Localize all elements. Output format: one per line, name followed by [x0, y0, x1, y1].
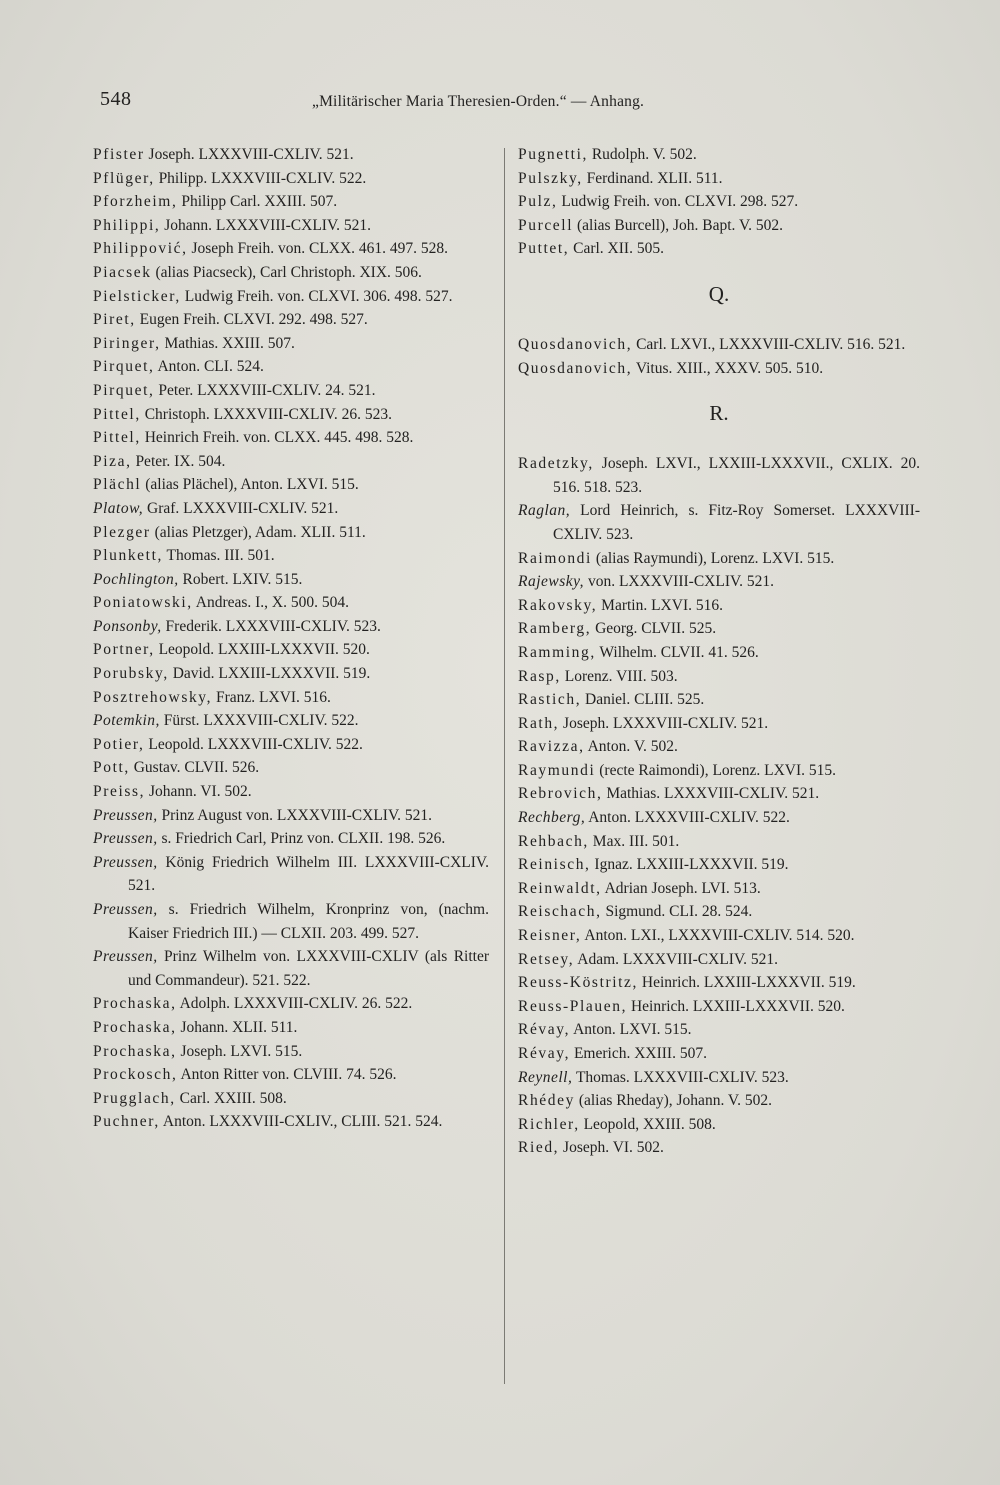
index-entry: Reisner, Anton. LXI., LXXXVIII-CXLIV. 514. 520.	[518, 927, 855, 945]
index-entry: Rakovsky, Martin. LXVI. 516.	[518, 596, 723, 614]
index-entry: Portner, Leopold. LXXIII-LXXXVII. 520.	[93, 641, 370, 659]
index-entry: Rastich, Daniel. CLIII. 525.	[518, 691, 705, 709]
index-entry: Preiss, Johann. VI. 502.	[93, 783, 252, 801]
index-entry: Piringer, Mathias. XXIII. 507.	[93, 334, 295, 352]
index-entry: Rath, Joseph. LXXXVIII-CXLIV. 521.	[518, 714, 769, 732]
index-entry: Preussen, s. Friedrich Wilhelm, Kronprinz von, (nachm. Kaiser Friedrich III.) — CLXII. 203. 499. 527.	[93, 901, 489, 942]
index-entry: Puttet, Carl. XII. 505.	[518, 240, 664, 258]
index-entry: Pittel, Christoph. LXXXVIII-CXLIV. 26. 523.	[93, 405, 392, 423]
index-entry: Plezger (alias Pletzger), Adam. XLII. 511.	[93, 523, 366, 541]
index-entry: Plächl (alias Plächel), Anton. LXVI. 515.	[93, 476, 359, 494]
index-entry: Pugnetti, Rudolph. V. 502.	[518, 146, 697, 163]
index-entry: Prockosch, Anton Ritter von. CLVIII. 74. 526.	[93, 1066, 397, 1084]
index-entry: Pielsticker, Ludwig Freih. von. CLXVI. 306. 498. 527.	[93, 287, 453, 305]
index-entry: Quosdanovich, Vitus. XIII., XXXV. 505. 510.	[518, 359, 824, 377]
running-title: „Militärischer Maria Theresien-Orden.“ — Anhang.	[312, 93, 645, 110]
index-entry: Platow, Graf. LXXXVIII-CXLIV. 521.	[93, 499, 339, 517]
index-entry: Pochlington, Robert. LXIV. 515.	[93, 570, 303, 588]
index-entry: Ponsonby, Frederik. LXXXVIII-CXLIV. 523.	[93, 617, 381, 635]
index-entry: Richler, Leopold, XXIII. 508.	[518, 1115, 716, 1133]
index-entry: Ried, Joseph. VI. 502.	[518, 1139, 664, 1157]
index-entry: Preussen, Prinz August von. LXXXVIII-CXLIV. 521.	[93, 806, 433, 824]
index-entry: Plunkett, Thomas. III. 501.	[93, 547, 275, 565]
index-entry: Raglan, Lord Heinrich, s. Fitz-Roy Somerset. LXXXVIII-CXLIV. 523.	[518, 502, 920, 543]
index-entry: Pott, Gustav. CLVII. 526.	[93, 759, 260, 777]
index-entry: Rajewsky, von. LXXXVIII-CXLIV. 521.	[518, 573, 775, 591]
index-entry: Quosdanovich, Carl. LXVI., LXXXVIII-CXLIV. 516. 521.	[518, 335, 906, 353]
index-entry: Pfister Joseph. LXXXVIII-CXLIV. 521.	[93, 146, 354, 163]
index-entry: Pflüger, Philipp. LXXXVIII-CXLIV. 522.	[93, 169, 367, 187]
index-entry: Reynell, Thomas. LXXXVIII-CXLIV. 523.	[518, 1068, 789, 1086]
index-entry: Pulz, Ludwig Freih. von. CLXVI. 298. 527.	[518, 193, 799, 211]
index-entry: Preussen, Prinz Wilhelm von. LXXXVIII-CXLIV (als Ritter und Commandeur). 521. 522.	[93, 948, 489, 989]
index-entry: Reuss-Köstritz, Heinrich. LXXIII-LXXXVII. 519.	[518, 974, 856, 992]
index-entry: Purcell (alias Burcell), Joh. Bapt. V. 502.	[518, 216, 784, 234]
index-entry: Rehbach, Max. III. 501.	[518, 832, 680, 850]
index-entry: Pulszky, Ferdinand. XLII. 511.	[518, 169, 723, 187]
index-entry: Pittel, Heinrich Freih. von. CLXX. 445. 498. 528.	[93, 429, 414, 447]
section-heading-q: Q.	[708, 281, 730, 306]
index-entry: Potier, Leopold. LXXXVIII-CXLIV. 522.	[93, 735, 363, 753]
column-divider	[504, 148, 505, 1384]
index-entry: Philippović, Joseph Freih. von. CLXX. 461. 497. 528.	[93, 240, 449, 258]
index-entry: Raimondi (alias Raymundi), Lorenz. LXVI. 515.	[518, 549, 835, 567]
index-entry: Pirquet, Peter. LXXXVIII-CXLIV. 24. 521.	[93, 381, 376, 399]
index-entry: Radetzky, Joseph. LXVI., LXXIII-LXXXVII., CXLIX. 20. 516. 518. 523.	[518, 455, 920, 496]
index-entry: Preussen, s. Friedrich Carl, Prinz von. CLXII. 198. 526.	[93, 830, 446, 848]
index-entry: Rechberg, Anton. LXXXVIII-CXLIV. 522.	[518, 809, 790, 827]
index-entry: Prochaska, Joseph. LXVI. 515.	[93, 1042, 303, 1060]
index-entry: Révay, Emerich. XXIII. 507.	[518, 1045, 707, 1062]
index-entry: Piret, Eugen Freih. CLXVI. 292. 498. 527.	[93, 311, 368, 329]
index-entry: Ravizza, Anton. V. 502.	[518, 738, 678, 756]
left-column	[93, 143, 489, 1134]
page-header	[100, 88, 900, 118]
index-entry: Piacsek (alias Piacseck), Carl Christoph. XIX. 506.	[93, 263, 422, 281]
index-entry: Piza, Peter. IX. 504.	[93, 452, 226, 470]
right-column	[518, 143, 920, 1160]
index-entry: Raymundi (recte Raimondi), Lorenz. LXVI. 515.	[518, 761, 836, 779]
index-entry: Preussen, König Friedrich Wilhelm III. LXXXVIII-CXLIV. 521.	[93, 853, 489, 895]
index-entry: Porubsky, David. LXXIII-LXXXVII. 519.	[93, 665, 371, 683]
index-entry: Prochaska, Adolph. LXXXVIII-CXLIV. 26. 522.	[93, 995, 413, 1013]
index-entry: Rhédey (alias Rheday), Johann. V. 502.	[518, 1092, 772, 1110]
index-entry: Reischach, Sigmund. CLI. 28. 524.	[518, 903, 753, 921]
index-entry: Reinisch, Ignaz. LXXIII-LXXXVII. 519.	[518, 856, 789, 874]
index-entry: Retsey, Adam. LXXXVIII-CXLIV. 521.	[518, 950, 779, 968]
index-entry: Ramming, Wilhelm. CLVII. 41. 526.	[518, 643, 759, 661]
section-heading-r: R.	[709, 401, 729, 426]
index-entry: Reinwaldt, Adrian Joseph. LVI. 513.	[518, 879, 761, 897]
index-entry: Poniatowski, Andreas. I., X. 500. 504.	[93, 594, 350, 612]
index-entry: Rasp, Lorenz. VIII. 503.	[518, 667, 678, 685]
index-entry: Ramberg, Georg. CLVII. 525.	[518, 620, 717, 638]
index-entry: Prugglach, Carl. XXIII. 508.	[93, 1089, 287, 1107]
index-entry: Philippi, Johann. LXXXVIII-CXLIV. 521.	[93, 216, 372, 234]
index-entry: Rebrovich, Mathias. LXXXVIII-CXLIV. 521.	[518, 785, 820, 803]
index-entry: Posztrehowsky, Franz. LXVI. 516.	[93, 688, 331, 706]
index-entry: Pirquet, Anton. CLI. 524.	[93, 358, 264, 376]
page-number: 548	[100, 88, 132, 110]
index-entry: Potemkin, Fürst. LXXXVIII-CXLIV. 522.	[93, 712, 359, 730]
index-entry: Puchner, Anton. LXXXVIII-CXLIV., CLIII. 521. 524.	[93, 1113, 443, 1131]
index-entry: Prochaska, Johann. XLII. 511.	[93, 1018, 298, 1036]
index-entry: Révay, Anton. LXVI. 515.	[518, 1021, 692, 1039]
index-entry: Reuss-Plauen, Heinrich. LXXIII-LXXXVII. 520.	[518, 997, 845, 1015]
index-entry: Pforzheim, Philipp Carl. XXIII. 507.	[93, 193, 338, 211]
